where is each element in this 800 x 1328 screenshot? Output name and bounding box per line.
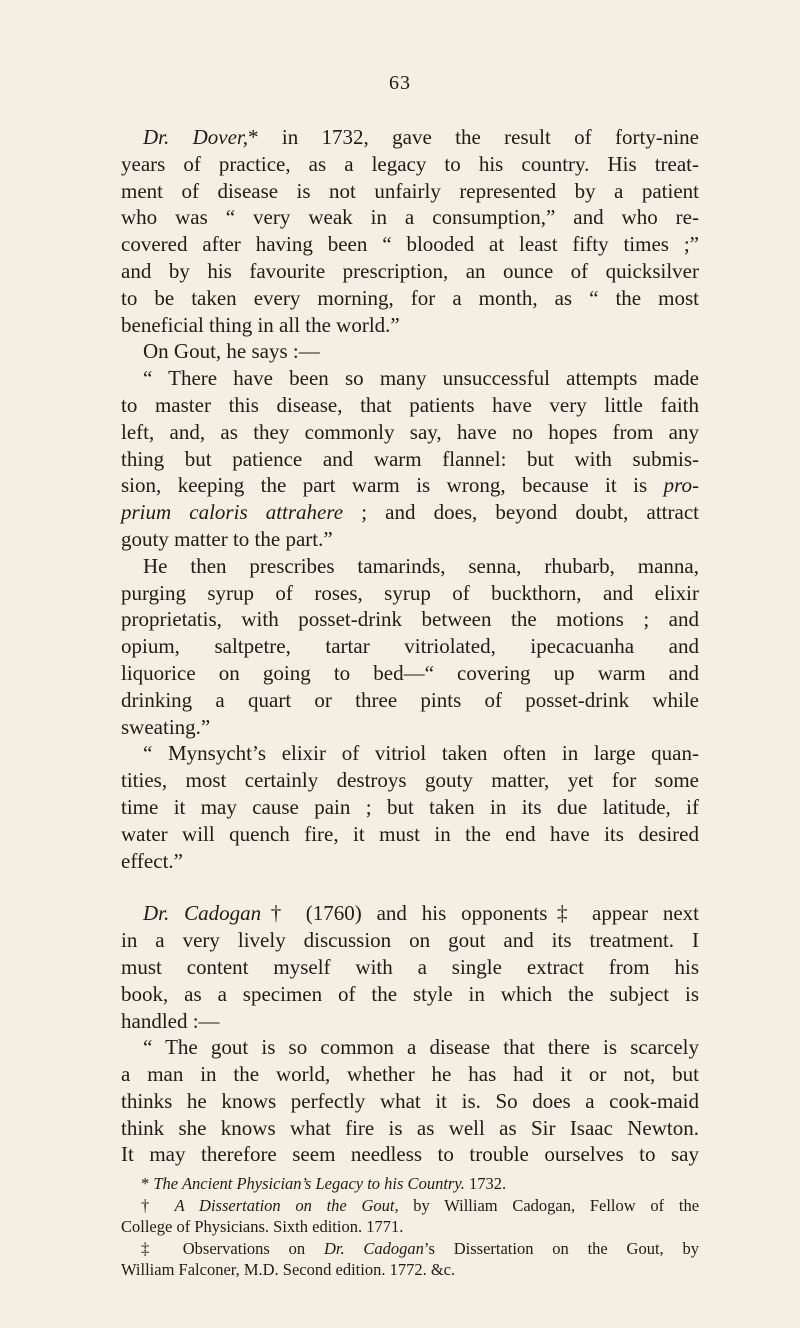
text-line: must content myself with a single extract from his	[121, 954, 699, 979]
body-text	[121, 124, 699, 1168]
paragraph-dover	[121, 124, 699, 338]
text-line: covered after having been “ blooded at least fifty times ;”	[121, 232, 699, 257]
text-line: Dr. Cadogan† (1760) and his opponents‡ appear next	[143, 901, 699, 926]
text-line: prium caloris attrahere ; and does, beyond doubt, attract	[121, 500, 699, 525]
text-line: thinks he knows perfectly what it is. So does a cook-maid	[121, 1088, 699, 1113]
text-line: sweating.”	[121, 714, 211, 739]
text-line: proprietatis, with posset-drink between the motions ; and	[121, 607, 699, 632]
text-line: tities, most certainly destroys gouty matter, yet for some	[121, 768, 699, 793]
text-line: “ There have been so many unsuccessful attempts made	[143, 366, 699, 391]
text-line: who was “ very weak in a consumption,” and who re-	[121, 205, 699, 230]
text-line: On Gout, he says :—	[143, 339, 320, 364]
footnote-double-dagger	[121, 1238, 699, 1281]
text-line: think she knows what fire is as well as Sir Isaac Newton.	[121, 1115, 699, 1140]
footnote-line: William Falconer, M.D. Second edition. 1772. &c.	[121, 1260, 456, 1279]
text-line: Dr. Dover,* in 1732, gave the result of forty-nine	[143, 125, 699, 149]
text-line: He then prescribes tamarinds, senna, rhubarb, manna,	[143, 553, 699, 578]
text-line: time it may cause pain ; but taken in its due latitude, if	[121, 794, 699, 819]
paragraph-quote-attempts	[121, 365, 699, 553]
text-line: handled :—	[121, 1008, 220, 1033]
text-line: drinking a quart or three pints of posset-drink while	[121, 687, 699, 712]
text-line: to master this disease, that patients have very little faith	[121, 392, 699, 417]
text-line: book, as a specimen of the style in which the subject is	[121, 981, 699, 1006]
page-number: 63	[389, 72, 411, 94]
text-line: “ The gout is so common a disease that there is scarcely	[143, 1035, 699, 1060]
footnote-line: † A Dissertation on the Gout, by William Cadogan, Fellow of the	[141, 1195, 700, 1215]
paragraph-gap	[121, 874, 699, 900]
text-line: a man in the world, whether he has had it or not, but	[121, 1062, 699, 1087]
paragraph-mynsycht	[121, 740, 699, 874]
footnote-line: * The Ancient Physician’s Legacy to his Country. 1732.	[141, 1174, 507, 1193]
footnote-line: College of Physicians. Sixth edition. 1771.	[121, 1217, 404, 1236]
text-line: beneficial thing in all the world.”	[121, 312, 400, 337]
text-line: to be taken every morning, for a month, as “ the most	[121, 285, 699, 310]
paragraph-prescriptions	[121, 553, 699, 741]
text-line: thing but patience and warm flannel: but with submis-	[121, 446, 699, 471]
text-line: years of practice, as a legacy to his country. His treat-	[121, 151, 699, 176]
text-line: water will quench fire, it must in the end have its desired	[121, 821, 699, 846]
text-line: liquorice on going to bed—“ covering up warm and	[121, 660, 699, 685]
paragraph-quote-gout-common	[121, 1034, 699, 1168]
text-line: effect.”	[121, 848, 183, 873]
paragraph-cadogan	[121, 900, 699, 1034]
text-line: left, and, as they commonly say, have no hopes from any	[121, 419, 699, 444]
footnotes	[121, 1173, 699, 1281]
text-line: sion, keeping the part warm is wrong, because it is pro-	[121, 473, 699, 498]
paragraph-on-gout	[121, 338, 699, 365]
text-line: in a very lively discussion on gout and its treatment. I	[121, 928, 699, 953]
text-line: and by his favourite prescription, an ounce of quicksilver	[121, 258, 699, 283]
footnote-line: ‡ Observations on Dr. Cadogan’s Dissertation on the Gout, by	[141, 1238, 699, 1258]
text-line: “ Mynsycht’s elixir of vitriol taken often in large quan-	[143, 741, 699, 766]
footnote-star	[121, 1173, 699, 1195]
text-line: opium, saltpetre, tartar vitriolated, ipecacuanha and	[121, 634, 699, 659]
text-line: It may therefore seem needless to trouble ourselves to say	[121, 1142, 699, 1167]
text-line: ment of disease is not unfairly represented by a patient	[121, 178, 699, 203]
text-line: gouty matter to the part.”	[121, 526, 333, 551]
footnote-dagger	[121, 1195, 699, 1238]
text-line: purging syrup of roses, syrup of buckthorn, and elixir	[121, 580, 699, 605]
